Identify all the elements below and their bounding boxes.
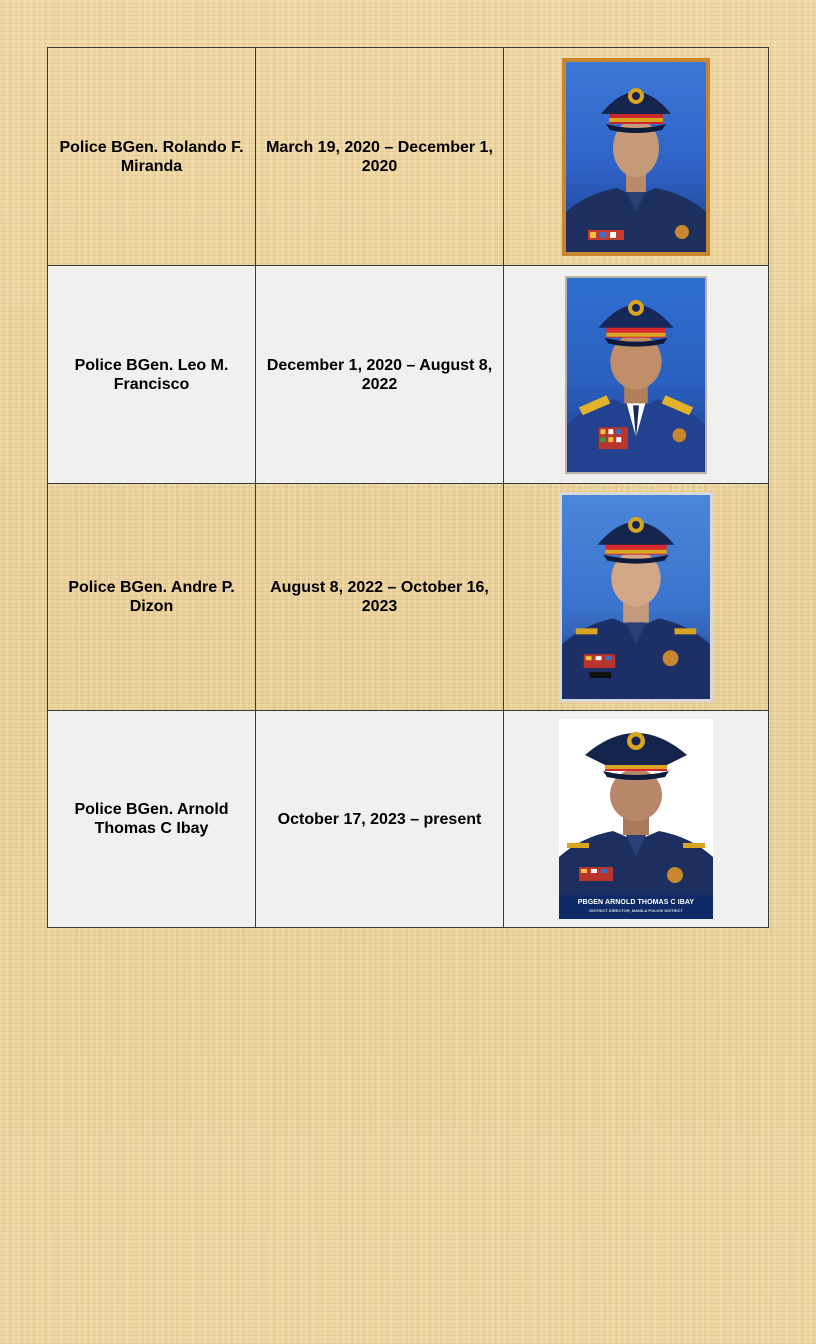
table-row (48, 484, 769, 711)
portrait-cell (504, 48, 769, 266)
photo-caption-bar (559, 895, 713, 919)
directors-table (47, 47, 769, 928)
officer-name-cell (48, 711, 256, 928)
portrait-image (559, 719, 713, 919)
term-dates: March 19, 2020 – December 1, 2020 (266, 138, 493, 175)
photo-subcaption: DISTRICT DIRECTOR, MANILA POLICE DISTRICT (589, 908, 683, 913)
officer-name: Police BGen. Arnold Thomas C Ibay (74, 801, 229, 837)
officer-name: Police BGen. Leo M. Francisco (74, 356, 229, 393)
portrait-cell (504, 711, 769, 928)
term-dates: December 1, 2020 – August 8, 2022 (266, 356, 493, 393)
term-cell (256, 484, 504, 711)
term-dates: October 17, 2023 – present (277, 810, 482, 828)
portrait-image (559, 492, 713, 702)
portrait-image (565, 276, 707, 474)
portrait-image (562, 58, 710, 256)
painted-portrait-icon (567, 278, 705, 472)
term-cell (256, 48, 504, 266)
officer-name: Police BGen. Andre P. Dizon (68, 579, 235, 615)
table-row (48, 711, 769, 928)
painted-portrait-icon (562, 495, 710, 699)
term-cell (256, 711, 504, 928)
portrait-cell (504, 484, 769, 711)
photo-caption: PBGEN ARNOLD THOMAS C IBAY (577, 899, 695, 906)
portrait-cell (504, 266, 769, 484)
term-dates: August 8, 2022 – October 16, 2023 (270, 579, 489, 615)
officer-name: Police BGen. Rolando F. Miranda (59, 138, 244, 175)
table-row (48, 266, 769, 484)
term-cell (256, 266, 504, 484)
table-row (48, 48, 769, 266)
officer-name-cell (48, 48, 256, 266)
painted-portrait-icon (566, 62, 706, 252)
officer-name-cell (48, 484, 256, 711)
official-photo-icon (559, 719, 713, 919)
officer-name-cell (48, 266, 256, 484)
